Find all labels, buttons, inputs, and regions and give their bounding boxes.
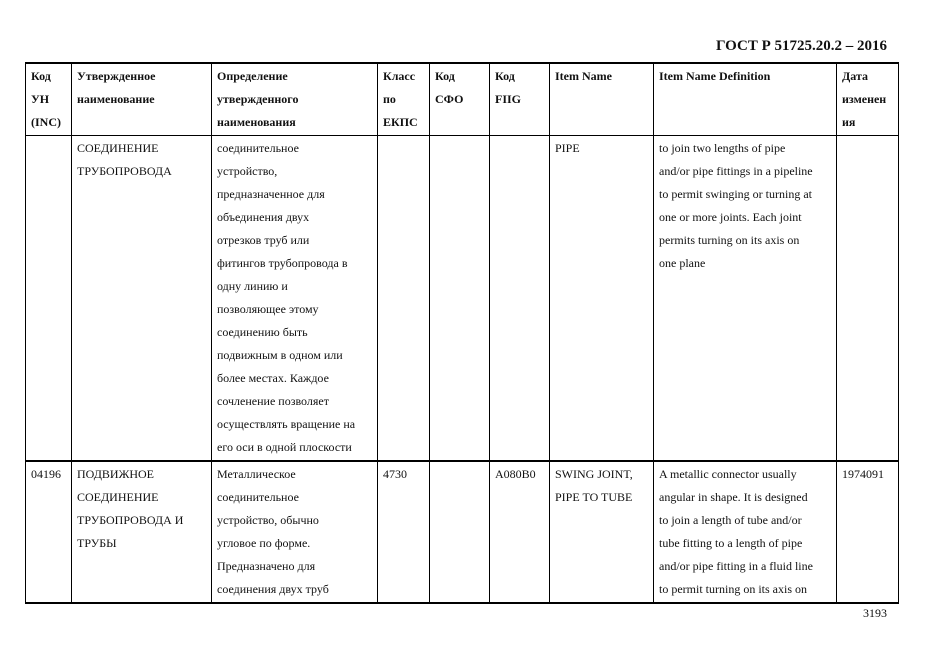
cell-item-definition bbox=[654, 136, 837, 462]
cell-fiig bbox=[490, 461, 550, 603]
cell-class bbox=[378, 136, 430, 462]
cell-date bbox=[837, 461, 899, 603]
approved-name-text: ПОДВИЖНОЕ СОЕДИНЕНИЕ ТРУБОПРОВОДА И ТРУБЫ bbox=[77, 467, 184, 550]
fiig-text: A080B0 bbox=[495, 467, 536, 481]
col-header-sfo: Код СФО bbox=[430, 63, 490, 136]
cell-inc bbox=[26, 461, 72, 603]
item-name-text: PIPE bbox=[555, 141, 580, 155]
col-header-definition: Определение утвержденного наименования bbox=[212, 63, 378, 136]
item-name-text: SWING JOINT, PIPE TO TUBE bbox=[555, 467, 633, 504]
cell-fiig bbox=[490, 136, 550, 462]
page-number: 3193 bbox=[863, 606, 887, 620]
table-row bbox=[26, 461, 899, 603]
item-definition-text: to join two lengths of pipe and/or pipe fittings in a pipeline to permit swinging or turning at one or more joints. Each joint permits turning on its axis on one plane bbox=[659, 141, 813, 270]
col-header-item-definition: Item Name Definition bbox=[654, 63, 837, 136]
standard-title: ГОСТ Р 51725.20.2 – 2016 bbox=[715, 38, 887, 54]
cell-approved-name bbox=[72, 136, 212, 462]
table-header-row bbox=[26, 63, 899, 136]
cell-definition bbox=[212, 461, 378, 603]
cell-class bbox=[378, 461, 430, 603]
cell-inc bbox=[26, 136, 72, 462]
cell-item-definition bbox=[654, 461, 837, 603]
cell-sfo bbox=[430, 461, 490, 603]
col-header-fiig: Код FIIG bbox=[490, 63, 550, 136]
item-definition-text: A metallic connector usually angular in shape. It is designed to join a length of tube and/or tube fitting to a length of pipe and/or pipe fitting in a fluid line to permit turning on its axis on bbox=[659, 467, 813, 596]
definition-text: соединительное устройство, предназначенное для объединения двух отрезков труб или фитингов трубопровода в одну линию и позволяющее этому соединению быть подвижным в одном или более местах. Каждое сочленение позволяет осуществлять вращение на его оси в одной плоскости bbox=[217, 141, 356, 454]
cell-item-name bbox=[550, 461, 654, 603]
approved-name-text: СОЕДИНЕНИЕ ТРУБОПРОВОДА bbox=[77, 141, 172, 178]
col-header-approved-name: Утвержденное наименование bbox=[72, 63, 212, 136]
cell-item-name bbox=[550, 136, 654, 462]
inc-text: 04196 bbox=[31, 467, 61, 481]
cell-date bbox=[837, 136, 899, 462]
col-header-item-name: Item Name bbox=[550, 63, 654, 136]
cell-definition bbox=[212, 136, 378, 462]
cell-sfo bbox=[430, 136, 490, 462]
col-header-class: Класс по ЕКПС bbox=[378, 63, 430, 136]
table-row bbox=[26, 136, 899, 462]
col-header-date: Дата изменен ия bbox=[837, 63, 899, 136]
catalog-table bbox=[25, 62, 899, 604]
date-text: 1974091 bbox=[842, 467, 884, 481]
cell-approved-name bbox=[72, 461, 212, 603]
class-text: 4730 bbox=[383, 467, 407, 481]
col-header-inc: Код УН (INC) bbox=[26, 63, 72, 136]
definition-text: Металлическое соединительное устройство, обычно угловое по форме. Предназначено для соединения двух труб bbox=[217, 467, 329, 596]
